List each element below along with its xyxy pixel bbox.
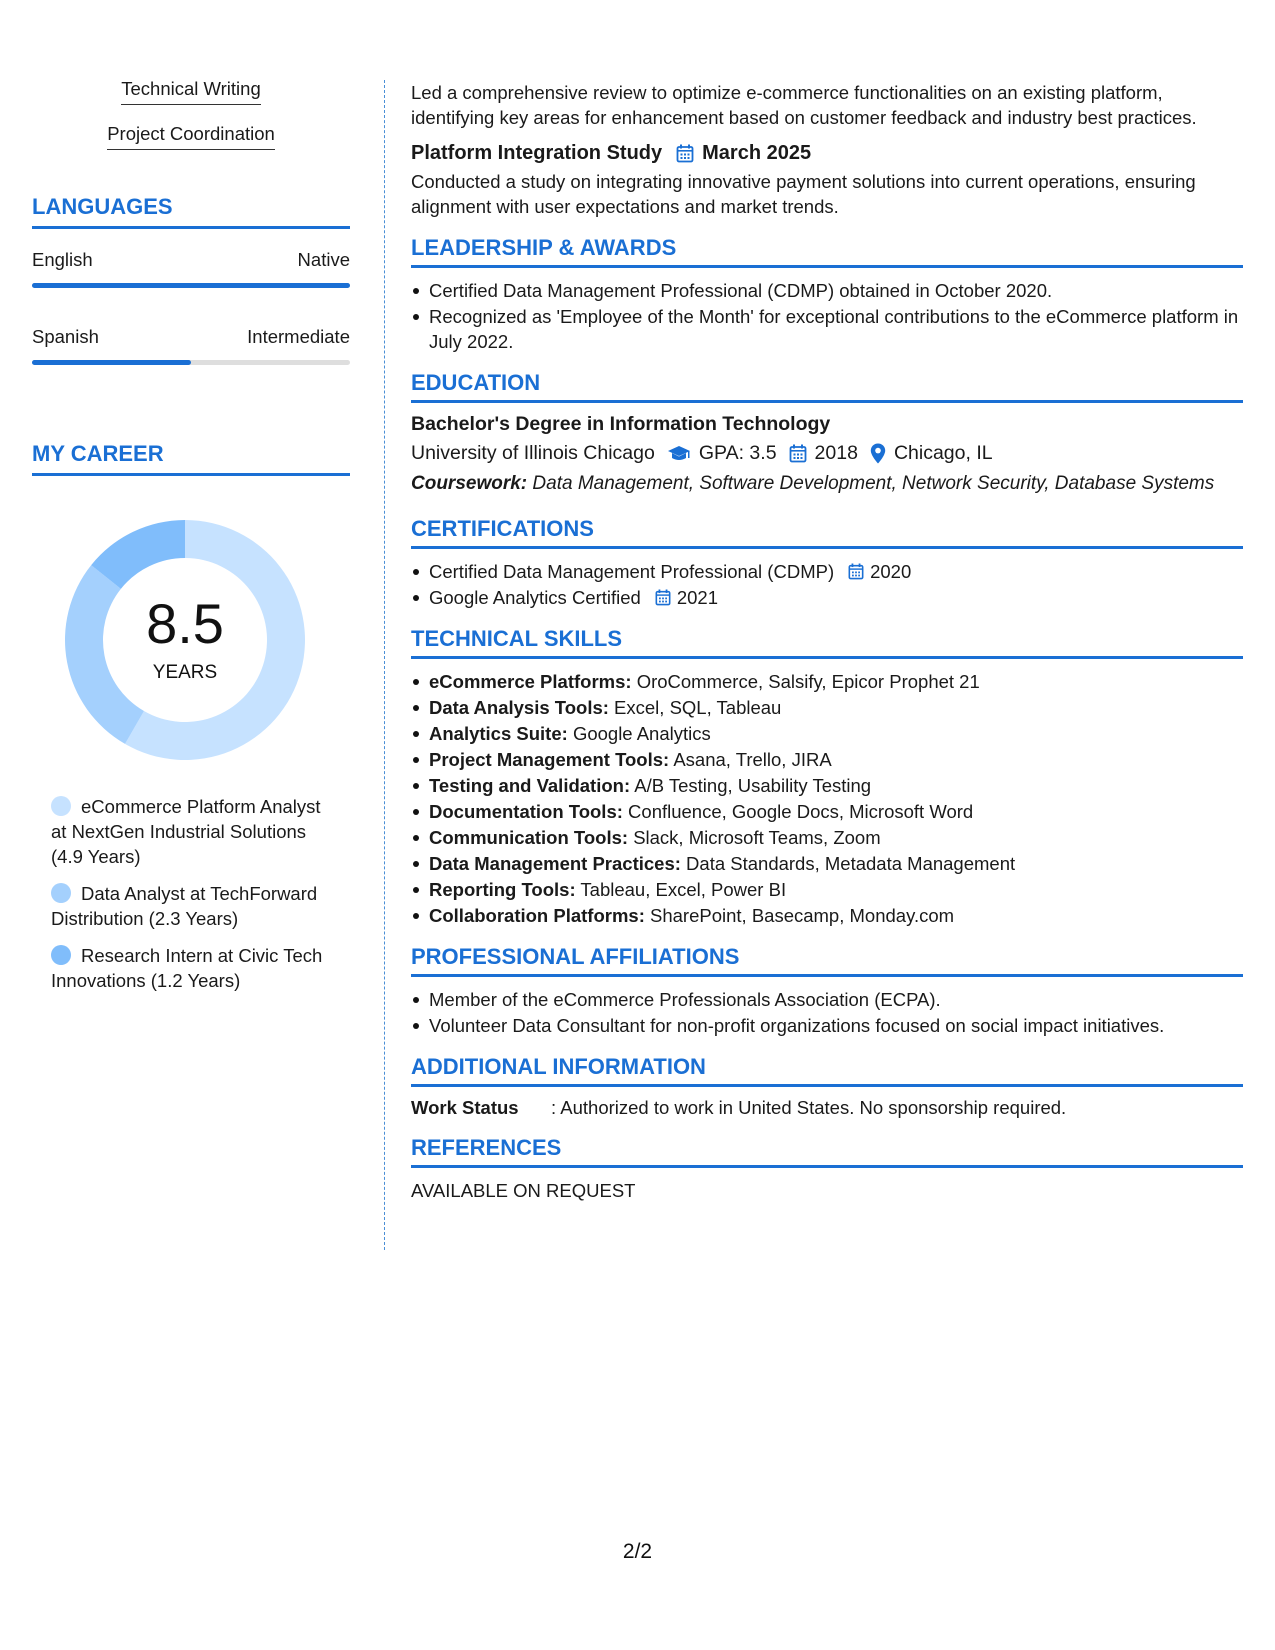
affiliations-heading: PROFESSIONAL AFFILIATIONS (411, 944, 1243, 977)
skill-value: Excel, SQL, Tableau (614, 697, 782, 718)
skill-label: Reporting Tools: (429, 879, 576, 900)
skill-label: Data Management Practices: (429, 853, 681, 874)
work-status-label: Work Status (411, 1097, 519, 1118)
skill-value: Google Analytics (572, 723, 711, 744)
affiliations-list (411, 987, 1243, 1038)
skill-item (411, 695, 1243, 720)
skill-value: Asana, Trello, JIRA (673, 749, 832, 770)
skill-item (411, 825, 1243, 850)
skill-item (411, 747, 1243, 772)
legend-item (51, 943, 341, 993)
school-location: Chicago, IL (893, 442, 993, 464)
skill-item (411, 773, 1243, 798)
coursework (411, 471, 1243, 496)
legend-label: Research Intern at Civic Tech Innovations (1.2 Years) (51, 945, 323, 991)
graduation-cap-icon (667, 445, 691, 463)
skill-item (411, 903, 1243, 928)
gpa: GPA: 3.5 (698, 442, 777, 464)
project-title-row (411, 142, 1243, 165)
sidebar (32, 78, 350, 1005)
calendar-icon (655, 589, 671, 606)
legend-item (51, 794, 341, 869)
skill-label: Documentation Tools: (429, 801, 623, 822)
coursework-label: Coursework: (411, 473, 528, 494)
language-name: English (32, 249, 93, 270)
intro-text: Led a comprehensive review to optimize e-commerce functionalities on an existing platform, identifying key areas for enhancement based on customer feedback and industry best practices. (411, 82, 1197, 128)
project-date: March 2025 (702, 142, 812, 164)
leadership-list (411, 278, 1243, 354)
skill-item (411, 721, 1243, 746)
school-name: University of Illinois Chicago (411, 442, 655, 464)
skill-value: A/B Testing, Usability Testing (634, 775, 872, 796)
career-total-years: 8.5 (146, 592, 224, 655)
technical-skills-list (411, 669, 1243, 928)
career-heading: MY CAREER (32, 441, 350, 476)
references-heading: REFERENCES (411, 1135, 1243, 1168)
skill-label: Data Analysis Tools: (429, 697, 609, 718)
certification-name: Certified Data Management Professional (CDMP) (429, 561, 835, 582)
skill-value: SharePoint, Basecamp, Monday.com (650, 905, 955, 926)
skill-label: Communication Tools: (429, 827, 629, 848)
list-item: Volunteer Data Consultant for non-profit organizations focused on social impact initiatives. (411, 1013, 1243, 1038)
calendar-icon (848, 563, 864, 580)
legend-item (51, 881, 341, 931)
project-description: Conducted a study on integrating innovative payment solutions into current operations, ensuring alignment with user expectations and market trends. (411, 171, 1196, 217)
language-proficiency-fill (32, 360, 191, 365)
career-legend (32, 794, 350, 993)
calendar-icon (676, 144, 694, 163)
skill-item (411, 877, 1243, 902)
certifications-heading: CERTIFICATIONS (411, 516, 1243, 549)
page-number: 2/2 (622, 1540, 653, 1563)
career-donut-chart (65, 520, 305, 760)
skill-label: eCommerce Platforms: (429, 671, 632, 692)
certification-name: Google Analytics Certified (429, 587, 641, 608)
work-status-value: : Authorized to work in United States. No sponsorship required. (551, 1097, 1067, 1118)
donut-center (65, 520, 305, 760)
degree-title: Bachelor's Degree in Information Technology (411, 413, 831, 435)
skill-label: Analytics Suite: (429, 723, 568, 744)
language-name: Spanish (32, 326, 99, 347)
technical-skills-heading: TECHNICAL SKILLS (411, 626, 1243, 659)
skill-value: Tableau, Excel, Power BI (580, 879, 787, 900)
skill-value: Slack, Microsoft Teams, Zoom (633, 827, 881, 848)
skill-value: OroCommerce, Salsify, Epicor Prophet 21 (636, 671, 980, 692)
legend-dot (51, 796, 71, 816)
additional-info-heading: ADDITIONAL INFORMATION (411, 1054, 1243, 1087)
certification-year: 2021 (676, 587, 718, 608)
career-total-unit: YEARS (152, 662, 218, 683)
legend-dot (51, 945, 71, 965)
education-heading: EDUCATION (411, 370, 1243, 403)
language-item (32, 326, 350, 365)
project-title: Platform Integration Study (411, 142, 663, 164)
certification-item (411, 585, 1243, 610)
legend-label: eCommerce Platform Analyst at NextGen Industrial Solutions (4.9 Years) (51, 796, 321, 867)
language-proficiency-bar (32, 360, 350, 365)
legend-label: Data Analyst at TechForward Distribution (2.3 Years) (51, 883, 318, 929)
skill-item (411, 669, 1243, 694)
language-proficiency-fill (32, 283, 350, 288)
certification-year: 2020 (870, 561, 912, 582)
language-level: Intermediate (247, 326, 350, 347)
languages-heading: LANGUAGES (32, 194, 350, 229)
skill-item (411, 851, 1243, 876)
skill-value: Data Standards, Metadata Management (686, 853, 1016, 874)
list-item: Recognized as 'Employee of the Month' for exceptional contributions to the eCommerce platform in July 2022. (411, 304, 1243, 354)
skill-item (411, 799, 1243, 824)
main-content (411, 80, 1243, 1203)
language-level: Native (297, 249, 350, 270)
graduation-year: 2018 (814, 442, 858, 464)
certification-item (411, 559, 1243, 584)
list-item: Certified Data Management Professional (CDMP) obtained in October 2020. (411, 278, 1243, 303)
skill-label: Testing and Validation: (429, 775, 631, 796)
skill-tag: Project Coordination (107, 123, 275, 150)
work-status-row (411, 1097, 1243, 1119)
calendar-icon (789, 444, 807, 463)
skill-tag: Technical Writing (121, 78, 261, 105)
legend-dot (51, 883, 71, 903)
skill-value: Confluence, Google Docs, Microsoft Word (628, 801, 974, 822)
language-item (32, 249, 350, 288)
list-item: Member of the eCommerce Professionals Association (ECPA). (411, 987, 1243, 1012)
location-pin-icon (870, 443, 886, 464)
skill-label: Project Management Tools: (429, 749, 670, 770)
certifications-list (411, 559, 1243, 610)
language-proficiency-bar (32, 283, 350, 288)
references-text: AVAILABLE ON REQUEST (411, 1180, 636, 1201)
leadership-heading: LEADERSHIP & AWARDS (411, 235, 1243, 268)
coursework-list: Data Management, Software Development, Network Security, Database Systems (532, 473, 1215, 494)
column-divider (384, 80, 385, 1250)
education-details (411, 442, 1243, 465)
skill-label: Collaboration Platforms: (429, 905, 645, 926)
